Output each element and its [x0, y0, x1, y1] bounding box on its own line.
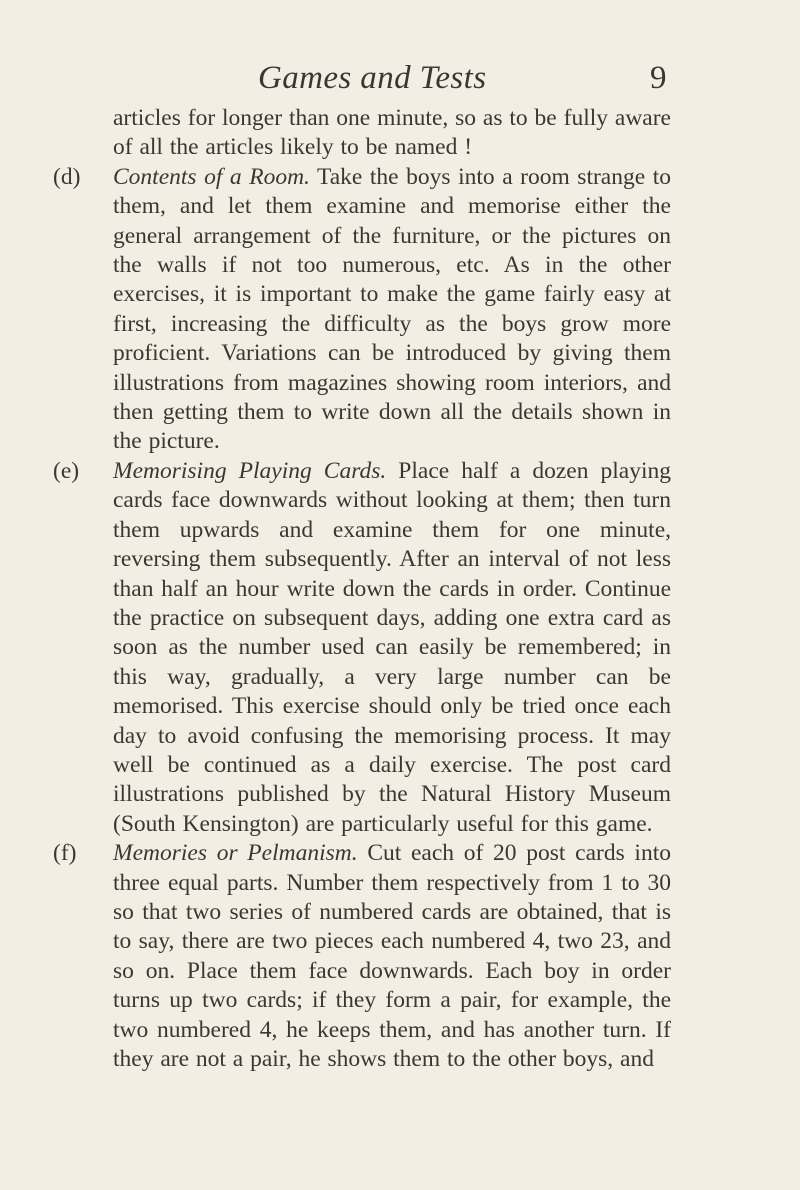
item-label: (f)	[53, 840, 77, 867]
paragraph-item-d	[53, 163, 671, 457]
item-title: Memorising Playing Cards.	[113, 457, 387, 484]
item-title: Memories or Pelmanism.	[113, 840, 358, 867]
paragraph-item-f	[53, 839, 671, 1074]
paragraph-text: Place half a dozen playing cards face downwards without looking at them; then turn them upwards and examine them for one minute, reversing them subsequently. After an interval of not less than half an hour write down the cards in order. Continue the practice on subsequent days, adding one extra card as soon as the number used can easily be remembered; in this way, gradually, a very large number can be memorised. This exercise should only be tried once each day to avoid confusing the memorising process. It may well be continued as a daily exercise. The post card illustrations published by the Natural History Museum (South Kensington) are particularly useful for this game.	[113, 457, 671, 837]
running-title: Games and Tests	[258, 60, 487, 96]
paragraph-text: Take the boys into a room strange to them, and let them examine and memorise either the general arrangement of the furniture, or the pictures on the walls if not too numerous, etc. As in the other exercises, it is important to make the game fairly easy at first, increasing the difficulty as the boys grow more proficient. Variations can be introduced by giving them illustrations from magazines showing room interiors, and then getting them to write down all the details shown in the picture.	[113, 163, 671, 455]
item-title: Contents of a Room.	[113, 163, 310, 190]
paragraph-continuation	[113, 104, 671, 163]
body-text	[53, 104, 671, 1074]
paragraph-text: Cut each of 20 post cards into three equal parts. Number them respectively from 1 to 30 so that two series of numbered cards are obtained, that is to say, there are two pieces each numbered 4, two 23, and so on. Place them face downwards. Each boy in order turns up two cards; if they form a pair, for example, the two numbered 4, he keeps them, and has another turn. If they are not a pair, he shows them to the other boys, and	[113, 840, 671, 1072]
page-header	[0, 60, 800, 100]
item-label: (d)	[53, 163, 81, 190]
paragraph-item-e	[53, 457, 671, 839]
paragraph-text: articles for longer than one minute, so as to be fully aware of all the articles likely to be named !	[113, 105, 671, 161]
page-number: 9	[650, 60, 667, 96]
item-label: (e)	[53, 457, 80, 484]
